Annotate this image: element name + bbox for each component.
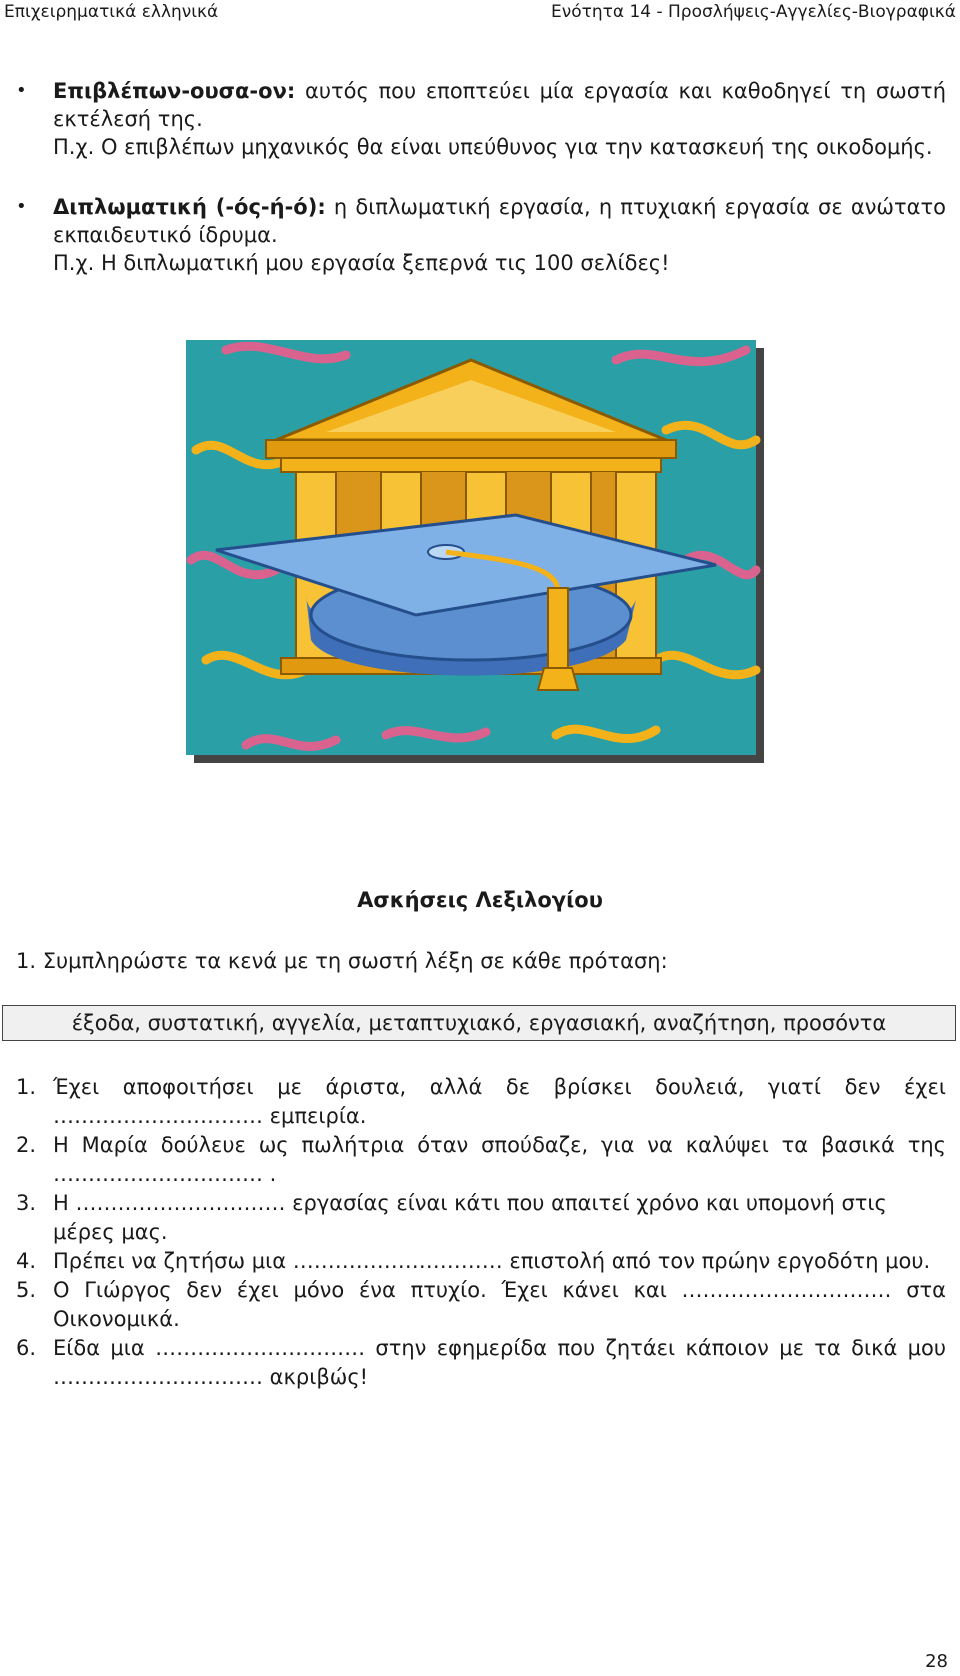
header-right-title: Ενότητα 14 - Προσλήψεις-Αγγελίες-Βιογραφικά	[550, 2, 956, 22]
exercise-number: 1.	[16, 1075, 37, 1099]
word-bank-box: έξοδα, συστατική, αγγελία, μεταπτυχιακό, εργασιακή, αναζήτηση, προσόντα	[2, 1005, 956, 1041]
exercise-instruction: 1. Συμπληρώστε τα κενά με τη σωστή λέξη σε κάθε πρόταση:	[16, 949, 668, 973]
exercise-text: Πρέπει να ζητήσω μια ………………………… επιστολή από τον πρώην εργοδότη μου.	[53, 1249, 931, 1273]
bullet: •	[16, 196, 27, 217]
exercise-text: Ο Γιώργος δεν έχει μόνο ένα πτυχίο. Έχει κάνει και ………………………… στα Οικονομικά.	[53, 1278, 946, 1331]
vocab-entry	[16, 77, 946, 161]
exercise-number: 3.	[16, 1191, 37, 1215]
vocab-entry	[16, 193, 946, 277]
exercise-text: Η Μαρία δούλευε ως πωλήτρια όταν σπούδαζε, για να καλύψει τα βασικά της ………………………… .	[53, 1133, 946, 1186]
entry-definition: αυτός που εποπτεύει μία εργασία και καθοδηγεί τη σωστή εκτέλεσή της.	[53, 79, 946, 131]
exercise-number: 6.	[16, 1336, 37, 1360]
page-number: 28	[925, 1651, 948, 1672]
exercise-text: Η ………………………… εργασίας είναι κάτι που απαιτεί χρόνο και υπομονή στις μέρες μας.	[53, 1191, 887, 1244]
entry-term: Διπλωματική (-ός-ή-ό):	[53, 195, 326, 219]
entry-definition: η διπλωματική εργασία, η πτυχιακή εργασία σε ανώτατο εκπαιδευτικό ίδρυμα.	[53, 195, 946, 247]
entry-definition-line	[53, 193, 946, 249]
exercise-number: 2.	[16, 1133, 37, 1157]
exercise-number: 5.	[16, 1278, 37, 1302]
entry-definition-line	[53, 77, 946, 133]
bullet: •	[16, 80, 27, 101]
entry-example: Π.χ. Η διπλωματική μου εργασία ξεπερνά τις 100 σελίδες!	[53, 251, 670, 275]
page-header	[0, 0, 960, 30]
header-left-title: Επιχειρηματικά ελληνικά	[4, 2, 219, 22]
graduation-temple-illustration	[186, 340, 771, 765]
entry-term: Επιβλέπων-ουσα-ον:	[53, 79, 296, 103]
section-title: Ασκήσεις Λεξιλογίου	[357, 888, 603, 912]
exercise-text: Έχει αποφοιτήσει με άριστα, αλλά δε βρίσκει δουλειά, γιατί δεν έχει ………………………… εμπειρία.	[53, 1075, 946, 1128]
exercise-text: Είδα μια ………………………… στην εφημερίδα που ζητάει κάποιον με τα δικά μου ………………………… ακριβώς!	[53, 1336, 946, 1389]
entry-example: Π.χ. Ο επιβλέπων μηχανικός θα είναι υπεύθυνος για την κατασκευή της οικοδομής.	[53, 135, 933, 159]
exercise-number: 4.	[16, 1249, 37, 1273]
